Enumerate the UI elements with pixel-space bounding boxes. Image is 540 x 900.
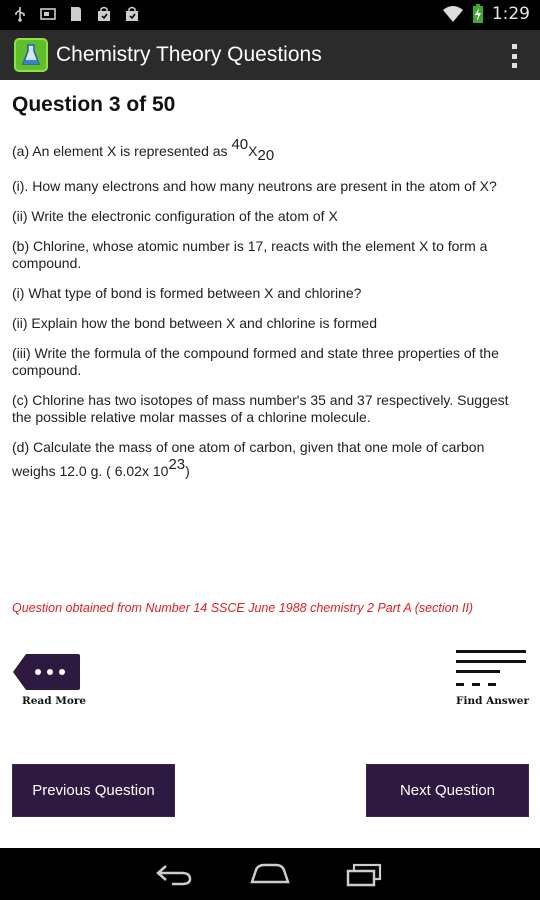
question-heading: Question 3 of 50 <box>12 93 176 116</box>
app-bar <box>0 30 540 80</box>
find-answer-label: Find Answer <box>456 695 530 707</box>
question-part-d <box>12 439 530 480</box>
system-navigation-bar <box>0 848 540 900</box>
recent-apps-icon[interactable] <box>344 862 384 888</box>
home-icon[interactable] <box>248 862 292 886</box>
app-title: Chemistry Theory Questions <box>56 43 322 66</box>
question-part-b: (b) Chlorine, whose atomic number is 17, reacts with the element X to form a compound. <box>12 238 488 271</box>
question-part-a <box>12 136 530 164</box>
bag-icon <box>124 6 140 22</box>
atomic-number: 20 <box>257 147 275 164</box>
find-answer-button[interactable] <box>454 650 534 712</box>
clock: 1:29 <box>491 4 530 24</box>
question-part-b-iii: (iii) Write the formula of the compound formed and state three properties of the compound. <box>12 345 499 378</box>
question-content <box>0 80 540 848</box>
read-more-button[interactable] <box>12 653 92 713</box>
back-icon[interactable] <box>152 862 194 886</box>
overflow-menu-icon[interactable] <box>512 44 518 68</box>
question-part-a-ii: (ii) Write the electronic configuration of the atom of X <box>12 208 338 224</box>
flask-icon[interactable] <box>14 38 48 72</box>
bag-icon <box>96 6 112 22</box>
read-more-icon <box>12 653 80 691</box>
wifi-icon <box>442 5 464 23</box>
part-a-text: (a) An element X is represented as <box>12 143 232 159</box>
image-icon <box>40 6 56 22</box>
battery-charging-icon <box>472 4 484 24</box>
mass-number: 40 <box>231 136 249 153</box>
find-answer-icon <box>456 650 528 690</box>
question-part-b-ii: (ii) Explain how the bond between X and chlorine is formed <box>12 315 377 331</box>
question-part-b-i: (i) What type of bond is formed between X and chlorine? <box>12 285 362 301</box>
usb-icon <box>12 6 28 22</box>
question-body <box>12 136 530 493</box>
next-question-button[interactable]: Next Question <box>366 764 529 817</box>
sd-card-icon <box>68 6 84 22</box>
exponent: 23 <box>168 456 186 473</box>
previous-question-button[interactable]: Previous Question <box>12 764 175 817</box>
system-icons <box>442 4 530 24</box>
notification-icons <box>12 6 140 22</box>
question-part-a-i: (i). How many electrons and how many neutrons are present in the atom of X? <box>12 178 497 194</box>
question-part-c: (c) Chlorine has two isotopes of mass number's 35 and 37 respectively. Suggest the possible relative molar masses of a chlorine molecule. <box>12 392 509 425</box>
status-bar <box>0 0 540 30</box>
part-d-text: (d) Calculate the mass of one atom of carbon, given that one mole of carbon weighs 12.0 g. ( 6.02x 10 <box>12 439 485 479</box>
element-symbol: X <box>248 143 258 159</box>
part-d-close: ) <box>185 463 190 479</box>
source-note: Question obtained from Number 14 SSCE June 1988 chemistry 2 Part A (section II) <box>12 601 474 615</box>
read-more-label: Read More <box>22 695 87 707</box>
